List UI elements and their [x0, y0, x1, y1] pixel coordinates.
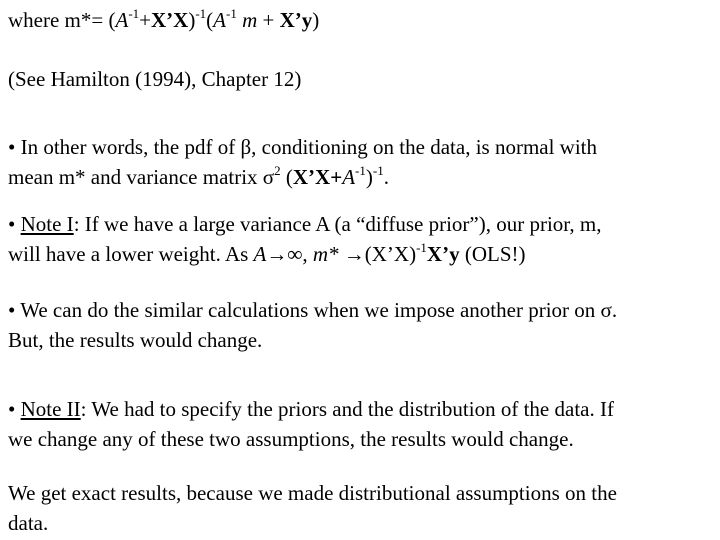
text-run: : We had to specify the priors and the distribution of the data. If [80, 397, 614, 421]
formula-exp: -1 [226, 6, 237, 21]
text-run: ( [280, 165, 293, 189]
paragraph-line [8, 394, 712, 424]
formula-xty: X’y [279, 8, 313, 32]
note-label: Note II [20, 397, 81, 421]
bullet: • [8, 212, 21, 236]
paragraph-line: we change any of these two assumptions, the results would change. [8, 427, 574, 451]
paragraph-prior-sigma [8, 295, 712, 355]
formula-paren: ) [312, 8, 320, 32]
text-run: , [302, 242, 313, 266]
paragraph-line: • We can do the similar calculations when we impose another prior on σ. [8, 298, 618, 322]
paragraph-line: data. [8, 511, 49, 535]
paragraph-note-1 [8, 209, 712, 269]
formula-exp: -1 [128, 6, 140, 21]
paragraph-line: But, the results would change. [8, 328, 263, 352]
text-run: . [383, 165, 389, 189]
formula-exp: -1 [195, 6, 207, 21]
superscript: 2 [274, 163, 281, 178]
note-label: Note I [20, 212, 74, 236]
bullet: • [8, 397, 21, 421]
text-run: : If we have a large variance A (a “diffuse prior”), our prior, m, [73, 212, 602, 236]
formula-plus: + [139, 8, 151, 32]
text-run: →(X’X) [338, 242, 417, 266]
paragraph-exact-results [8, 478, 712, 538]
paragraph-line [8, 209, 712, 239]
formula-a: A [213, 8, 226, 32]
paragraph-line [8, 239, 712, 269]
text-run: X’X [292, 165, 331, 189]
paragraph-note-2 [8, 394, 712, 454]
formula-xtx: X’X [151, 8, 189, 32]
formula-m: m [242, 8, 258, 32]
paragraph-line: • In other words, the pdf of β, conditioning on the data, is normal with [8, 135, 598, 159]
formula-line [8, 5, 712, 35]
reference-text: (See Hamilton (1994), Chapter 12) [8, 67, 302, 91]
paragraph-pdf [8, 132, 712, 192]
text-run: A [342, 165, 356, 189]
formula-plus: + [257, 8, 280, 32]
text-run: X’y [426, 242, 460, 266]
superscript: -1 [355, 163, 366, 178]
text-run: + [330, 165, 343, 189]
text-run: m* [312, 242, 339, 266]
formula-paren: ( [206, 8, 214, 32]
text-run: will have a lower weight. As [8, 242, 254, 266]
formula-paren: ) [188, 8, 196, 32]
text-run: mean m* and variance matrix σ [8, 165, 275, 189]
superscript: -1 [372, 163, 384, 178]
text-run: A→∞ [253, 242, 303, 266]
formula-lead: where m*= ( [8, 8, 116, 32]
text-run: ) [365, 165, 373, 189]
superscript: -1 [416, 240, 427, 255]
paragraph-line [8, 162, 712, 192]
text-run: (OLS!) [459, 242, 526, 266]
formula-a: A [115, 8, 129, 32]
paragraph-line: We get exact results, because we made distributional assumptions on the [8, 481, 617, 505]
